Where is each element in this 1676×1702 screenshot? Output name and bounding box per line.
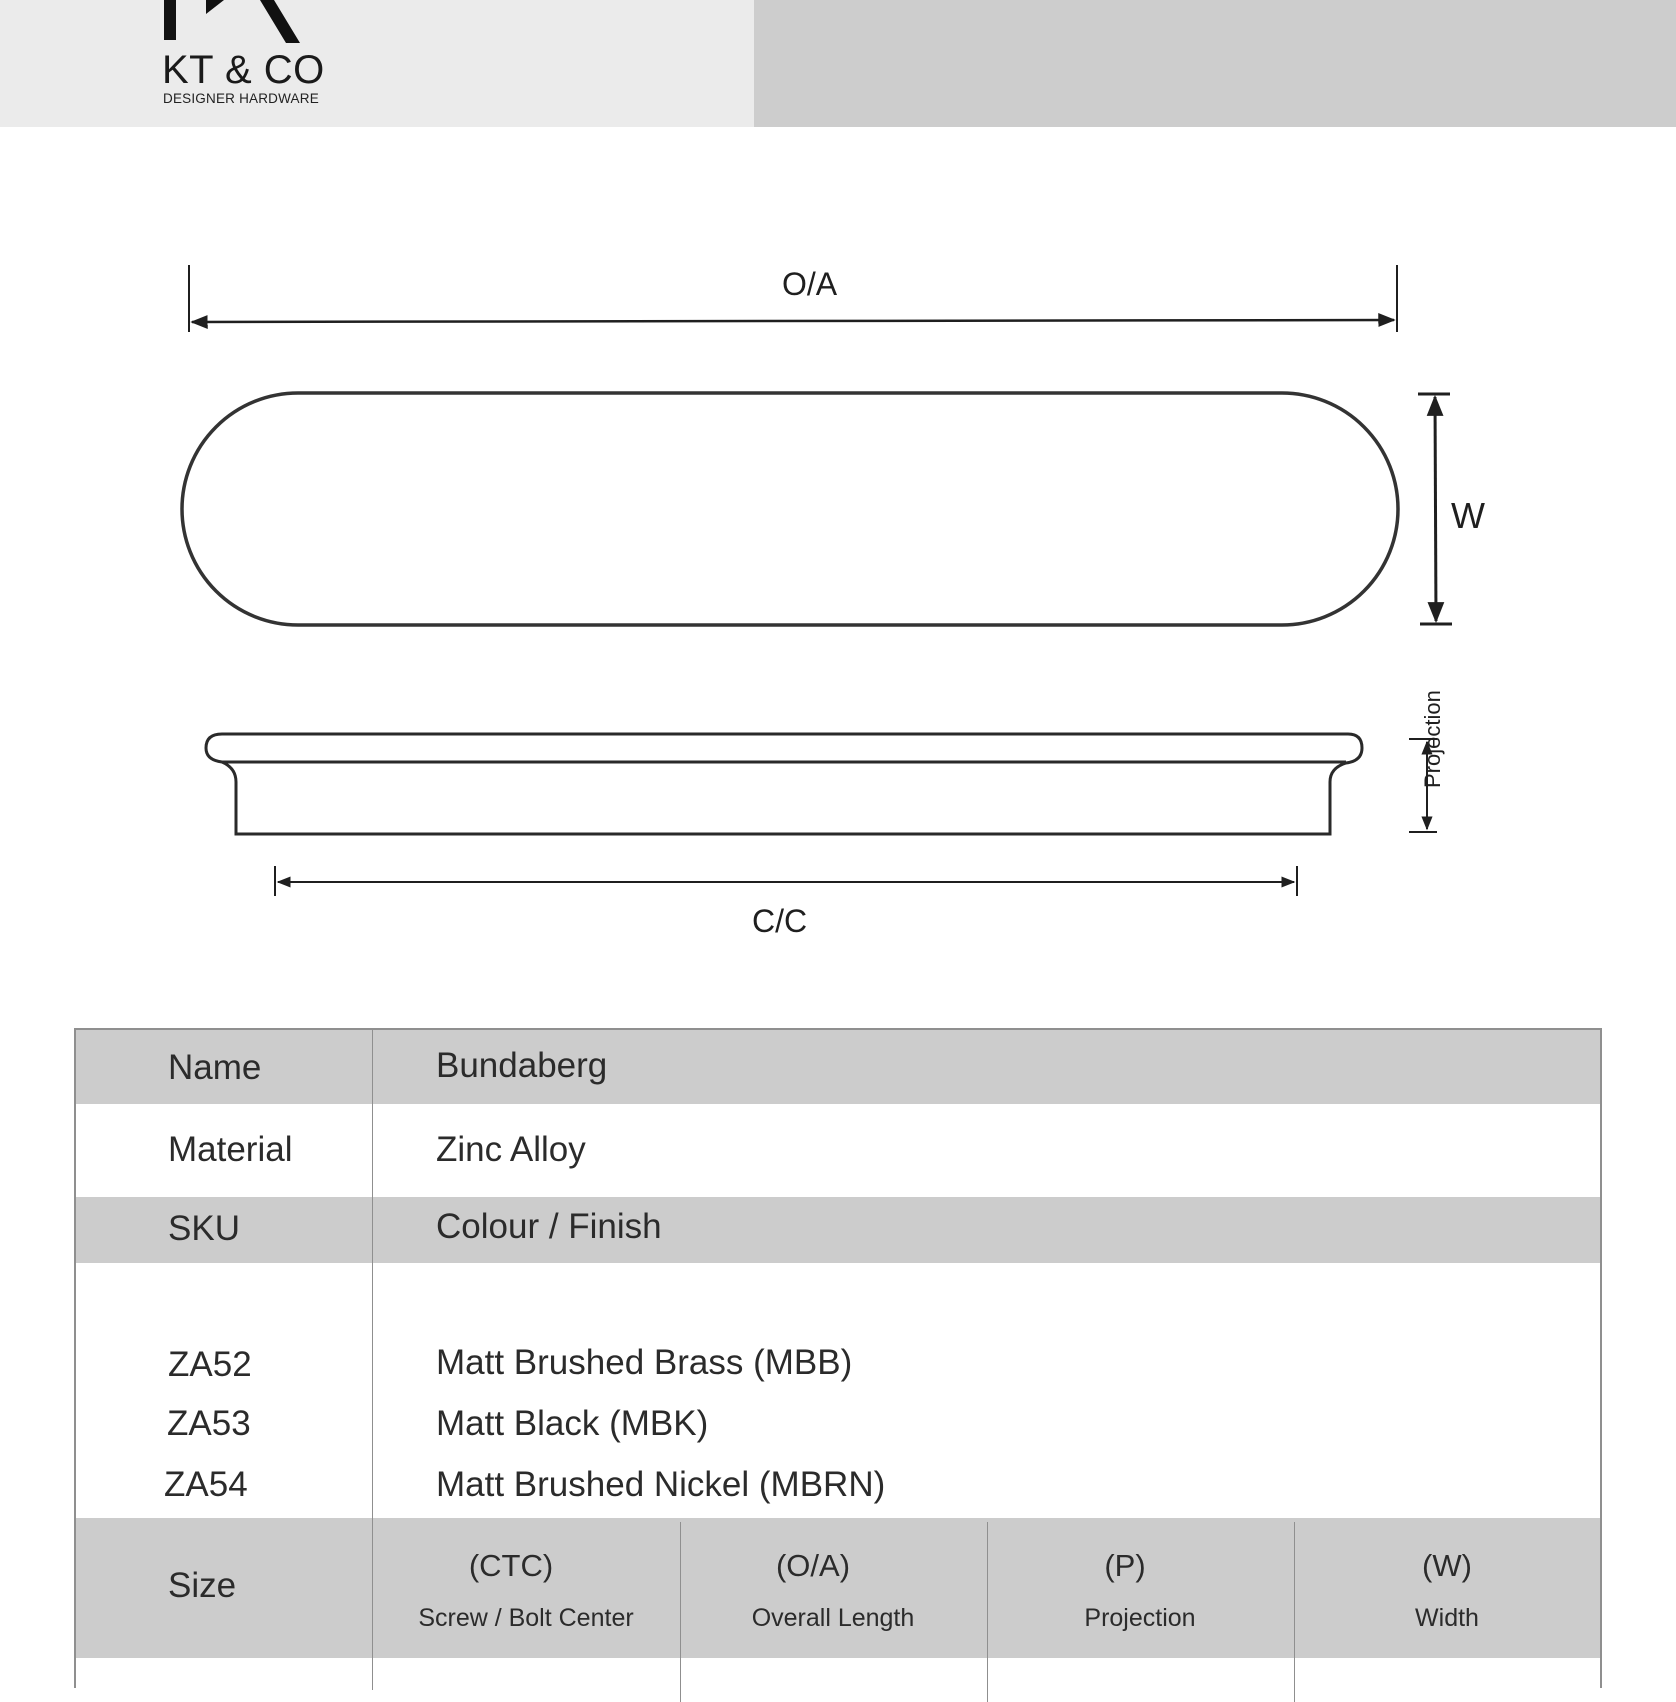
header-brand-panel	[0, 0, 754, 127]
spec-row-size	[76, 1518, 1600, 1658]
colour-finish-header: Colour / Finish	[436, 1207, 662, 1246]
column-divider	[987, 1522, 988, 1702]
column-divider	[372, 1030, 373, 1690]
name-label: Name	[168, 1048, 262, 1087]
width-dimension	[1418, 394, 1452, 624]
brand-name: KT & CO	[162, 48, 325, 92]
size-label: Size	[168, 1566, 237, 1605]
size-column-oa	[680, 1518, 986, 1658]
column-divider	[680, 1522, 681, 1702]
width-label: W	[1451, 495, 1485, 536]
column-divider	[1294, 1522, 1295, 1702]
overall-length-label: O/A	[782, 266, 838, 302]
sku-finish: Matt Brushed Brass (MBB)	[436, 1343, 853, 1382]
size-abbr: (O/A)	[775, 1548, 851, 1583]
spec-row-sku-header	[76, 1197, 1600, 1263]
size-column-ctc	[373, 1518, 679, 1658]
size-desc: Overall Length	[751, 1604, 915, 1632]
sku-finish: Matt Black (MBK)	[436, 1404, 709, 1443]
sku-finish: Matt Brushed Nickel (MBRN)	[436, 1465, 886, 1504]
size-desc: Screw / Bolt Center	[418, 1604, 634, 1632]
sku-code: ZA54	[164, 1465, 248, 1504]
handle-side-view	[206, 734, 1362, 834]
spec-row-name	[76, 1030, 1600, 1104]
name-value: Bundaberg	[436, 1046, 608, 1085]
size-column-width	[1294, 1518, 1600, 1658]
sku-list	[76, 1263, 1600, 1518]
size-desc: Projection	[1084, 1604, 1196, 1632]
header	[0, 0, 1676, 128]
drawing-canvas	[0, 128, 1676, 1008]
size-column-projection	[987, 1518, 1293, 1658]
center-to-center-dimension	[275, 866, 1297, 896]
technical-drawing	[0, 128, 1676, 1008]
projection-label: Projection	[1420, 690, 1445, 788]
sku-header-label: SKU	[168, 1209, 240, 1248]
sku-code: ZA53	[167, 1404, 251, 1443]
center-to-center-label: C/C	[752, 903, 808, 939]
sku-code: ZA52	[168, 1345, 252, 1384]
kt-logo-icon	[160, 0, 330, 46]
material-label: Material	[168, 1130, 293, 1169]
size-desc: Width	[1415, 1604, 1479, 1632]
size-abbr: (W)	[1422, 1548, 1472, 1583]
size-abbr: (CTC)	[468, 1548, 554, 1583]
spec-row-material	[76, 1104, 1600, 1197]
brand-tagline: DESIGNER HARDWARE	[163, 91, 319, 106]
size-abbr: (P)	[1104, 1548, 1146, 1583]
material-value: Zinc Alloy	[436, 1130, 586, 1169]
header-gray-panel	[754, 0, 1676, 127]
handle-top-view	[182, 393, 1398, 625]
spec-table	[74, 1028, 1602, 1688]
